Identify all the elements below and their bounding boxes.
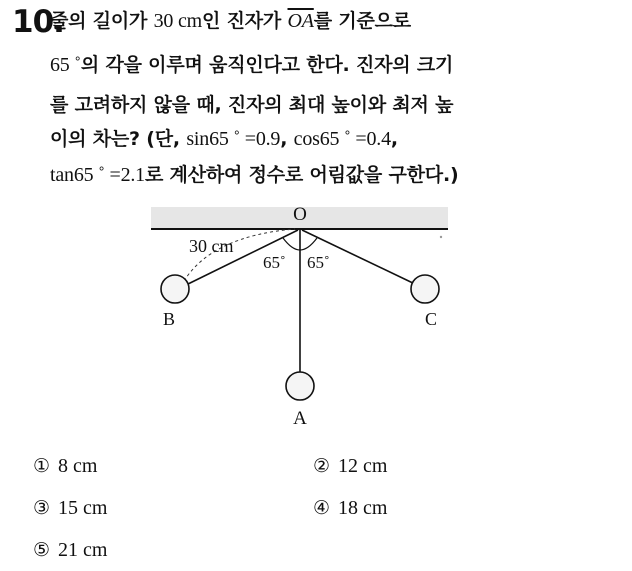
- choice-1[interactable]: [33, 455, 97, 478]
- question-line-3: 를 고려하지 않을 때, 진자의 최대 높이와 최저 높: [50, 94, 454, 116]
- choice-4-text: 18 cm: [338, 497, 388, 519]
- label-c: C: [424, 309, 438, 329]
- q1-text-a: 줄의 길이가: [50, 10, 154, 32]
- choice-3-mark: ③: [33, 497, 51, 519]
- q5-text: 로 계산하여 정수로 어림값을 구한다.): [144, 164, 459, 186]
- label-angle-right: 65˚: [307, 253, 330, 272]
- segment-oa: $\overline{OA}$: [287, 10, 314, 32]
- choice-1-mark: ①: [33, 455, 51, 477]
- q4-sep: ,: [280, 128, 294, 150]
- choice-3-text: 15 cm: [58, 497, 108, 519]
- angle-arc-right: [300, 238, 317, 250]
- q4-end: ,: [390, 128, 398, 150]
- string-length: 30 cm: [153, 10, 203, 32]
- sin-value: sin65 ˚ =0.9: [186, 128, 281, 150]
- label-o: O: [293, 204, 307, 225]
- choice-2-text: 12 cm: [338, 455, 388, 477]
- choice-5-text: 21 cm: [58, 539, 108, 561]
- q1-text-c: 를 기준으로: [313, 10, 411, 32]
- bob-b: [161, 275, 189, 303]
- tan-value: tan65 ˚ =2.1: [50, 164, 145, 186]
- choice-1-text: 8 cm: [58, 455, 98, 477]
- choice-5[interactable]: [33, 539, 107, 562]
- q2-text: 의 각을 이루며 움직인다고 한다. 진자의 크기: [80, 54, 454, 76]
- choice-3[interactable]: [33, 497, 107, 520]
- choice-5-mark: ⑤: [33, 539, 51, 561]
- label-angle-left: 65˚: [263, 253, 286, 272]
- angle-value: 65 ˚: [50, 54, 81, 76]
- choice-2[interactable]: [313, 455, 387, 478]
- bob-a: [286, 372, 314, 400]
- question-number: 10.: [12, 4, 64, 40]
- q1-text-b: 인 진자가: [202, 10, 288, 32]
- angle-arc-left: [283, 238, 300, 250]
- label-a: A: [293, 408, 307, 429]
- cos-value: cos65 ˚ =0.4: [293, 128, 391, 150]
- label-b: B: [162, 309, 176, 329]
- choice-4[interactable]: [313, 497, 387, 520]
- label-length: 30 cm: [189, 236, 234, 256]
- q4-text-a: 이의 차는? (단,: [50, 128, 187, 150]
- choice-2-mark: ②: [313, 455, 331, 477]
- ceiling-dot: [440, 236, 442, 238]
- choice-4-mark: ④: [313, 497, 331, 519]
- bob-c: [411, 275, 439, 303]
